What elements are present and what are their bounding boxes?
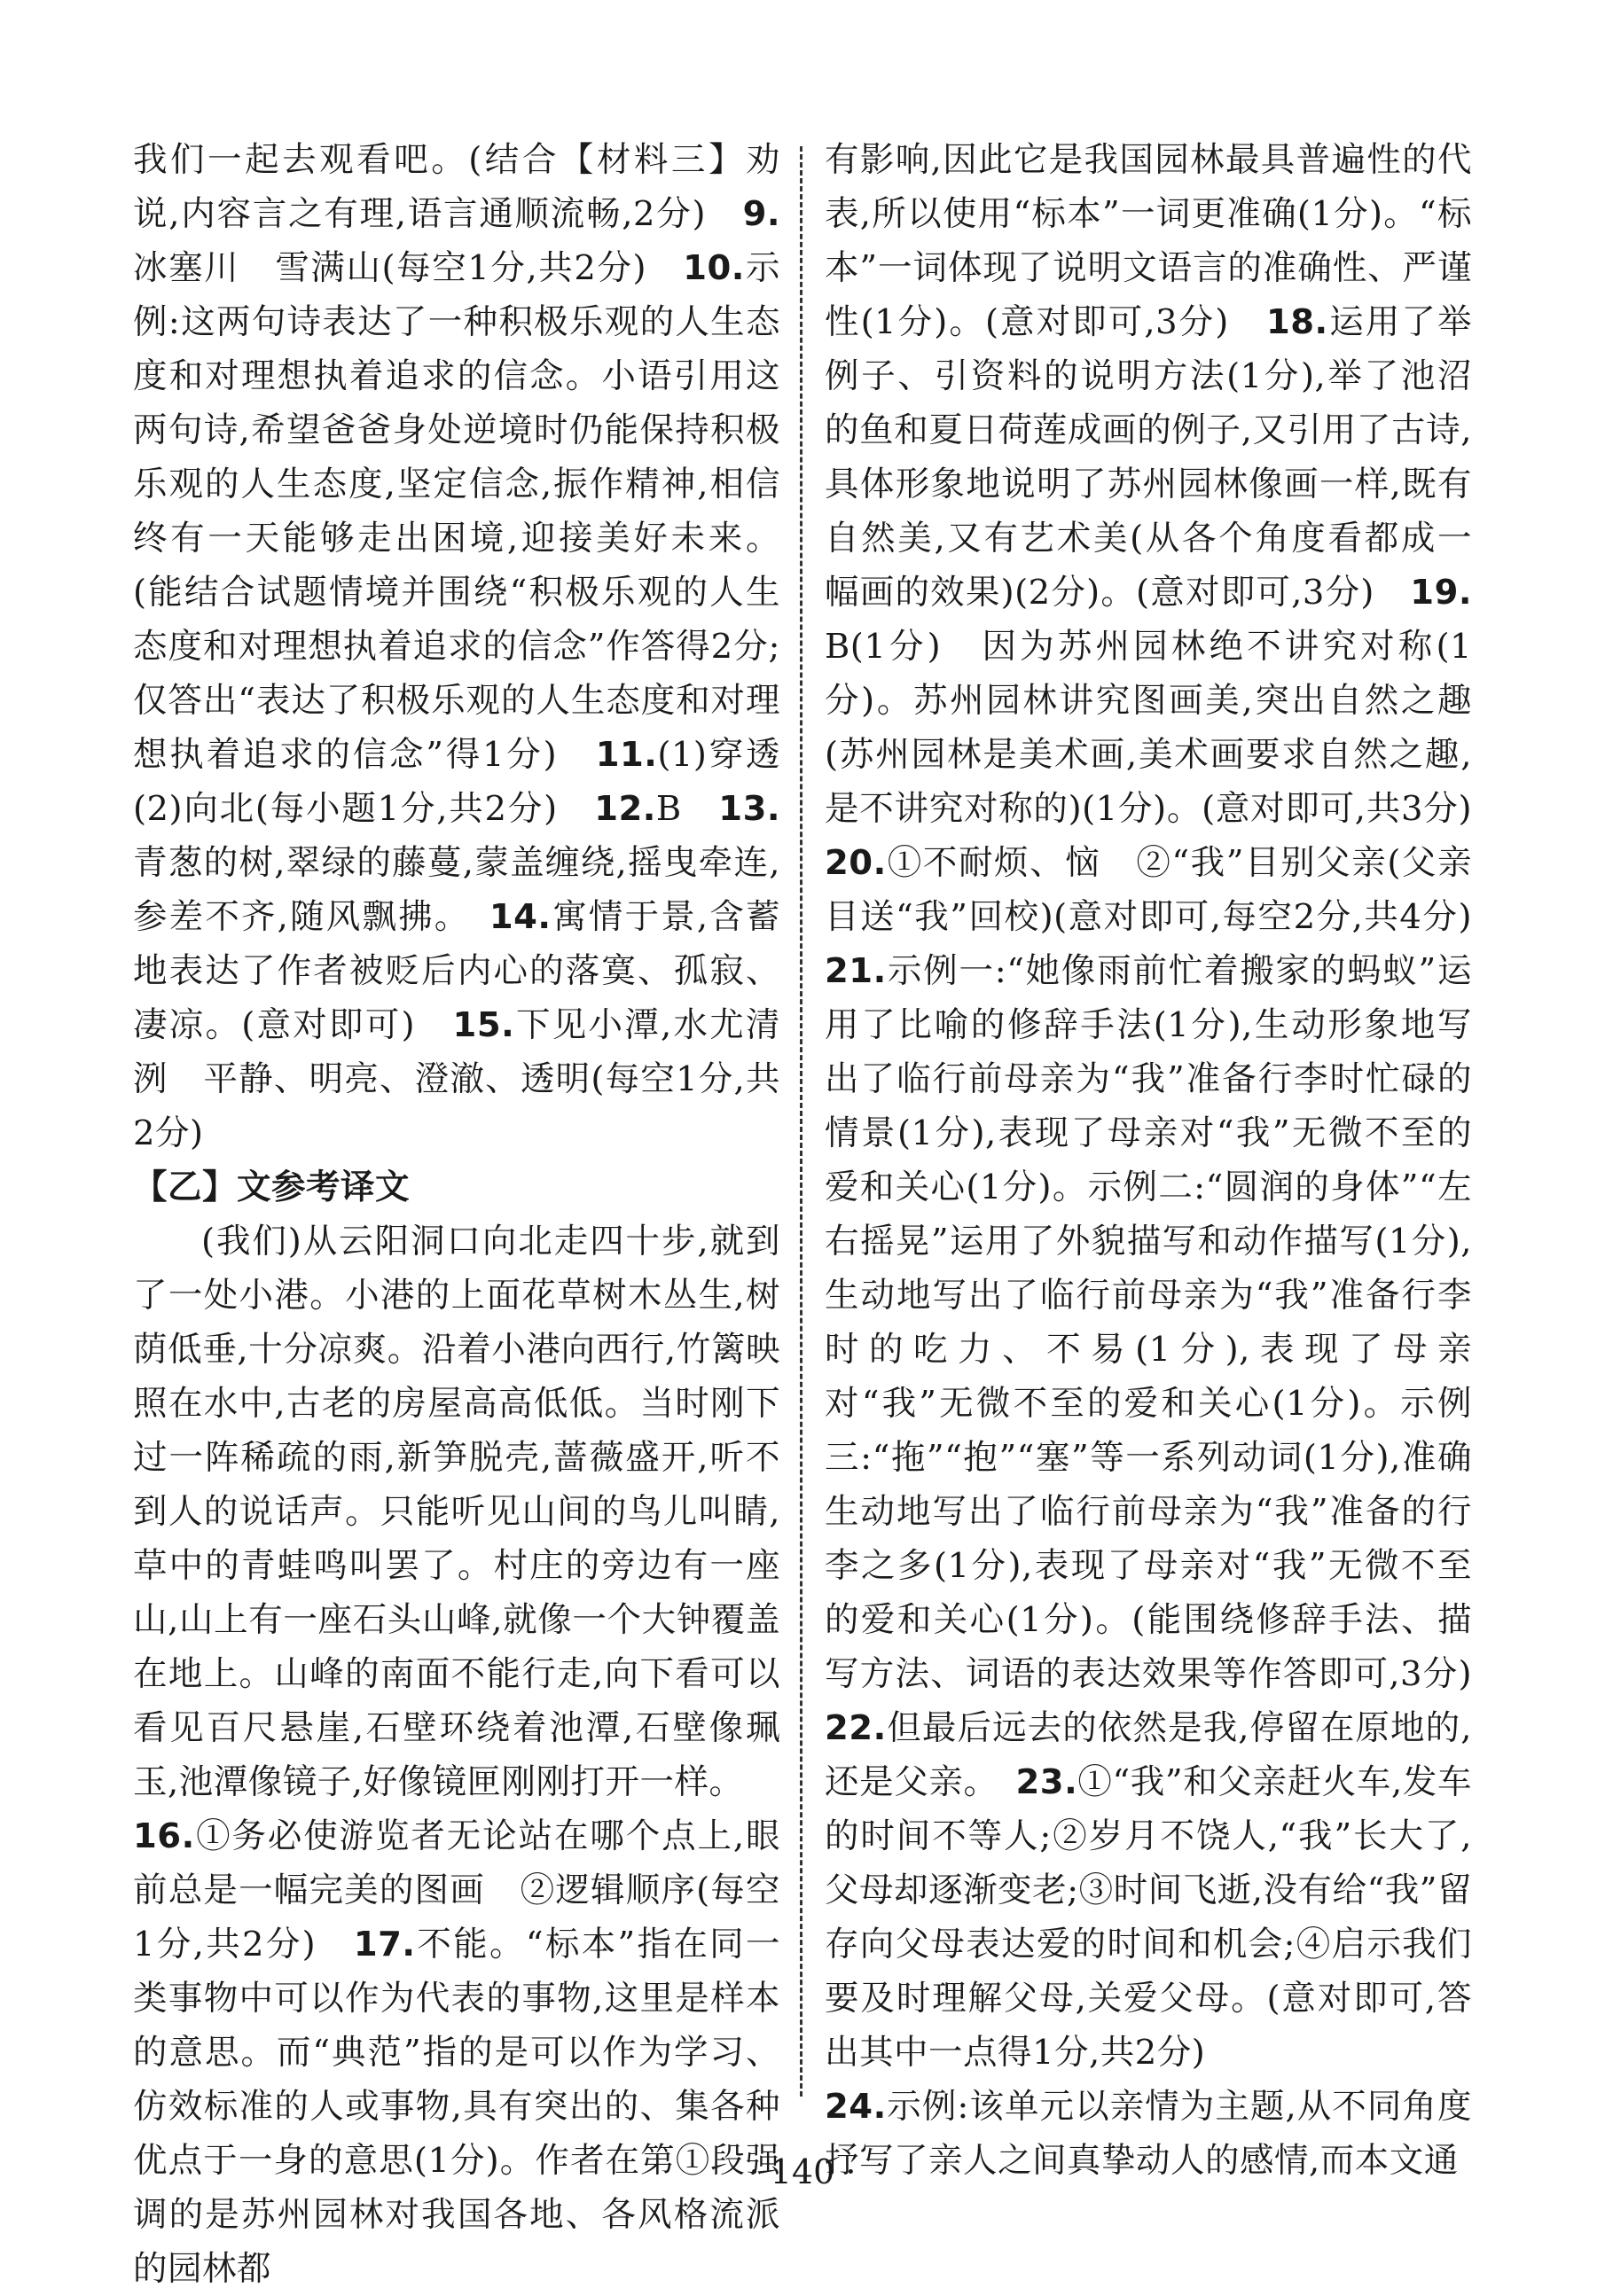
column-divider xyxy=(800,146,802,2097)
right-column xyxy=(825,133,1507,2188)
translation-heading: 【乙】文参考译文 xyxy=(133,1168,411,1207)
question-number-15: 15. xyxy=(452,1005,515,1045)
answer-15: 下见小潭,水尤清洌 平静、明亮、澄澈、透明(每空1分,共2分) xyxy=(133,1005,780,1153)
question-number-10: 10. xyxy=(683,248,745,288)
question-number-13: 13. xyxy=(718,789,780,829)
answer-22: 但最后远去的依然是我,停留在原地的,还是父亲。 xyxy=(825,1708,1472,1802)
question-number-9: 9. xyxy=(742,194,780,234)
answer-20: ①不耐烦、恼 ②“我”目别父亲(父亲目送“我”回校)(意对即可,每空2分,共4分) xyxy=(825,843,1507,937)
question-number-21: 21. xyxy=(825,951,887,991)
question-number-23: 23. xyxy=(1015,1762,1078,1802)
answer-23: ①“我”和父亲赶火车,发车的时间不等人;②岁月不饶人,“我”长大了,父母却逐渐变老;③时间飞逝,没有给“我”留存向父母表达爱的时间和机会;④启示我们要及时理解父母,关爱父母。(意对即可,答出其中一点得1分,共2分) xyxy=(825,1762,1472,2073)
question-number-12: 12. xyxy=(594,789,656,829)
answers-16-to-17 xyxy=(133,1809,780,2296)
question-number-20: 20. xyxy=(825,843,887,883)
answer-16: ①务必使游览者无论站在哪个点上,眼前总是一幅完美的图画 ②逻辑顺序(每空1分,共2分) xyxy=(133,1816,780,1964)
answer-9: 冰塞川 雪满山(每空1分,共2分) xyxy=(133,248,684,288)
answer-19: B(1分) 因为苏州园林绝不讲究对称(1分)。苏州园林讲究图画美,突出自然之趣(苏州园林是美术画,美术画要求自然之趣,是不讲究对称的)(1分)。(意对即可,共3分) xyxy=(825,627,1507,829)
question-number-19: 19. xyxy=(1410,573,1472,613)
answer-14: 寓情于景,含蓄地表达了作者被贬后内心的落寞、孤寂、凄凉。(意对即可) xyxy=(133,897,780,1045)
question-number-17: 17. xyxy=(353,1925,416,1964)
answer-24: 示例:该单元以亲情为主题,从不同角度抒写了亲人之间真挚动人的感情,而本文通 xyxy=(825,2087,1472,2181)
answer-11: (1)穿透 (2)向北(每小题1分,共2分) xyxy=(133,735,816,829)
answer-8-tail: 我们一起去观看吧。(结合【材料三】劝说,内容言之有理,语言通顺流畅,2分) xyxy=(133,140,780,234)
translation-text: (我们)从云阳洞口向北走四十步,就到了一处小港。小港的上面花草树木丛生,树荫低垂,十分凉爽。沿着小港向西行,竹篱映照在水中,古老的房屋高高低低。当时刚下过一阵稀疏的雨,新笋脱壳,蔷薇盛开,听不到人的说话声。只能听见山间的鸟儿叫睛,草中的青蛙鸣叫罢了。村庄的旁边有一座山,山上有一座石头山峰,就像一个大钟覆盖在地上。山峰的南面不能行走,向下看可以看见百尺悬崖,石壁环绕着池潭,石壁像珮玉,池潭像镜子,好像镜匣刚刚打开一样。 xyxy=(133,1222,780,1802)
answer-12: B xyxy=(655,789,719,829)
answer-17-continued: 有影响,因此它是我国园林最具普遍性的代表,所以使用“标本”一词更准确(1分)。“标本”一词体现了说明文语言的准确性、严谨性(1分)。(意对即可,3分) xyxy=(825,140,1472,342)
answers-9-to-15 xyxy=(133,133,816,1160)
question-number-14: 14. xyxy=(489,897,552,937)
question-number-16: 16. xyxy=(133,1816,195,1856)
question-number-11: 11. xyxy=(595,735,658,775)
answer-10: 示例:这两句诗表达了一种积极乐观的人生态度和对理想执着追求的信念。小语引用这两句诗,希望爸爸身处逆境时仍能保持积极乐观的人生态度,坚定信念,振作精神,相信终有一天能够走出困境,迎接美好未来。(能结合试题情境并围绕“积极乐观的人生态度和对理想执着追求的信念”作答得2分;仅答出“表达了积极乐观的人生态度和对理想执着追求的信念”得1分) xyxy=(133,248,780,775)
answer-17: 不能。“标本”指在同一类事物中可以作为代表的事物,这里是样本的意思。而“典范”指的是可以作为学习、仿效标准的人或事物,具有突出的、集各种优点于一身的意思(1分)。作者在第①段强调的是苏州园林对我国各地、各风格流派的园林都 xyxy=(133,1925,781,2289)
question-number-22: 22. xyxy=(825,1708,887,1748)
answer-18: 运用了举例子、引资料的说明方法(1分),举了池沼的鱼和夏日荷莲成画的例子,又引用了古诗,具体形象地说明了苏州园林像画一样,既有自然美,又有艺术美(从各个角度看都成一幅画的效果)(2分)。(意对即可,3分) xyxy=(825,302,1472,613)
question-number-24: 24. xyxy=(825,2087,887,2127)
page-number: · 140 · xyxy=(748,2152,857,2191)
answer-21: 示例一:“她像雨前忙着搬家的蚂蚁”运用了比喻的修辞手法(1分),生动形象地写出了临行前母亲为“我”准备行李时忙碌的情景(1分),表现了母亲对“我”无微不至的爱和关心(1分)。示例二:“圆润的身体”“左右摇晃”运用了外貌描写和动作描写(1分),生动地写出了临行前母亲为“我”准备行李时的吃力、不易(1分),表现了母亲对“我”无微不至的爱和关心(1分)。示例三:“拖”“抱”“塞”等一系列动词(1分),准确生动地写出了临行前母亲为“我”准备的行李之多(1分),表现了母亲对“我”无微不至的爱和关心(1分)。(能围绕修辞手法、描写方法、词语的表达效果等作答即可,3分) xyxy=(825,951,1507,1694)
question-number-18: 18. xyxy=(1265,302,1328,342)
answer-13: 青葱的树,翠绿的藤蔓,蒙盖缠绕,摇曳牵连,参差不齐,随风飘拂。 xyxy=(133,843,780,937)
answers-17-to-23 xyxy=(825,133,1507,2080)
